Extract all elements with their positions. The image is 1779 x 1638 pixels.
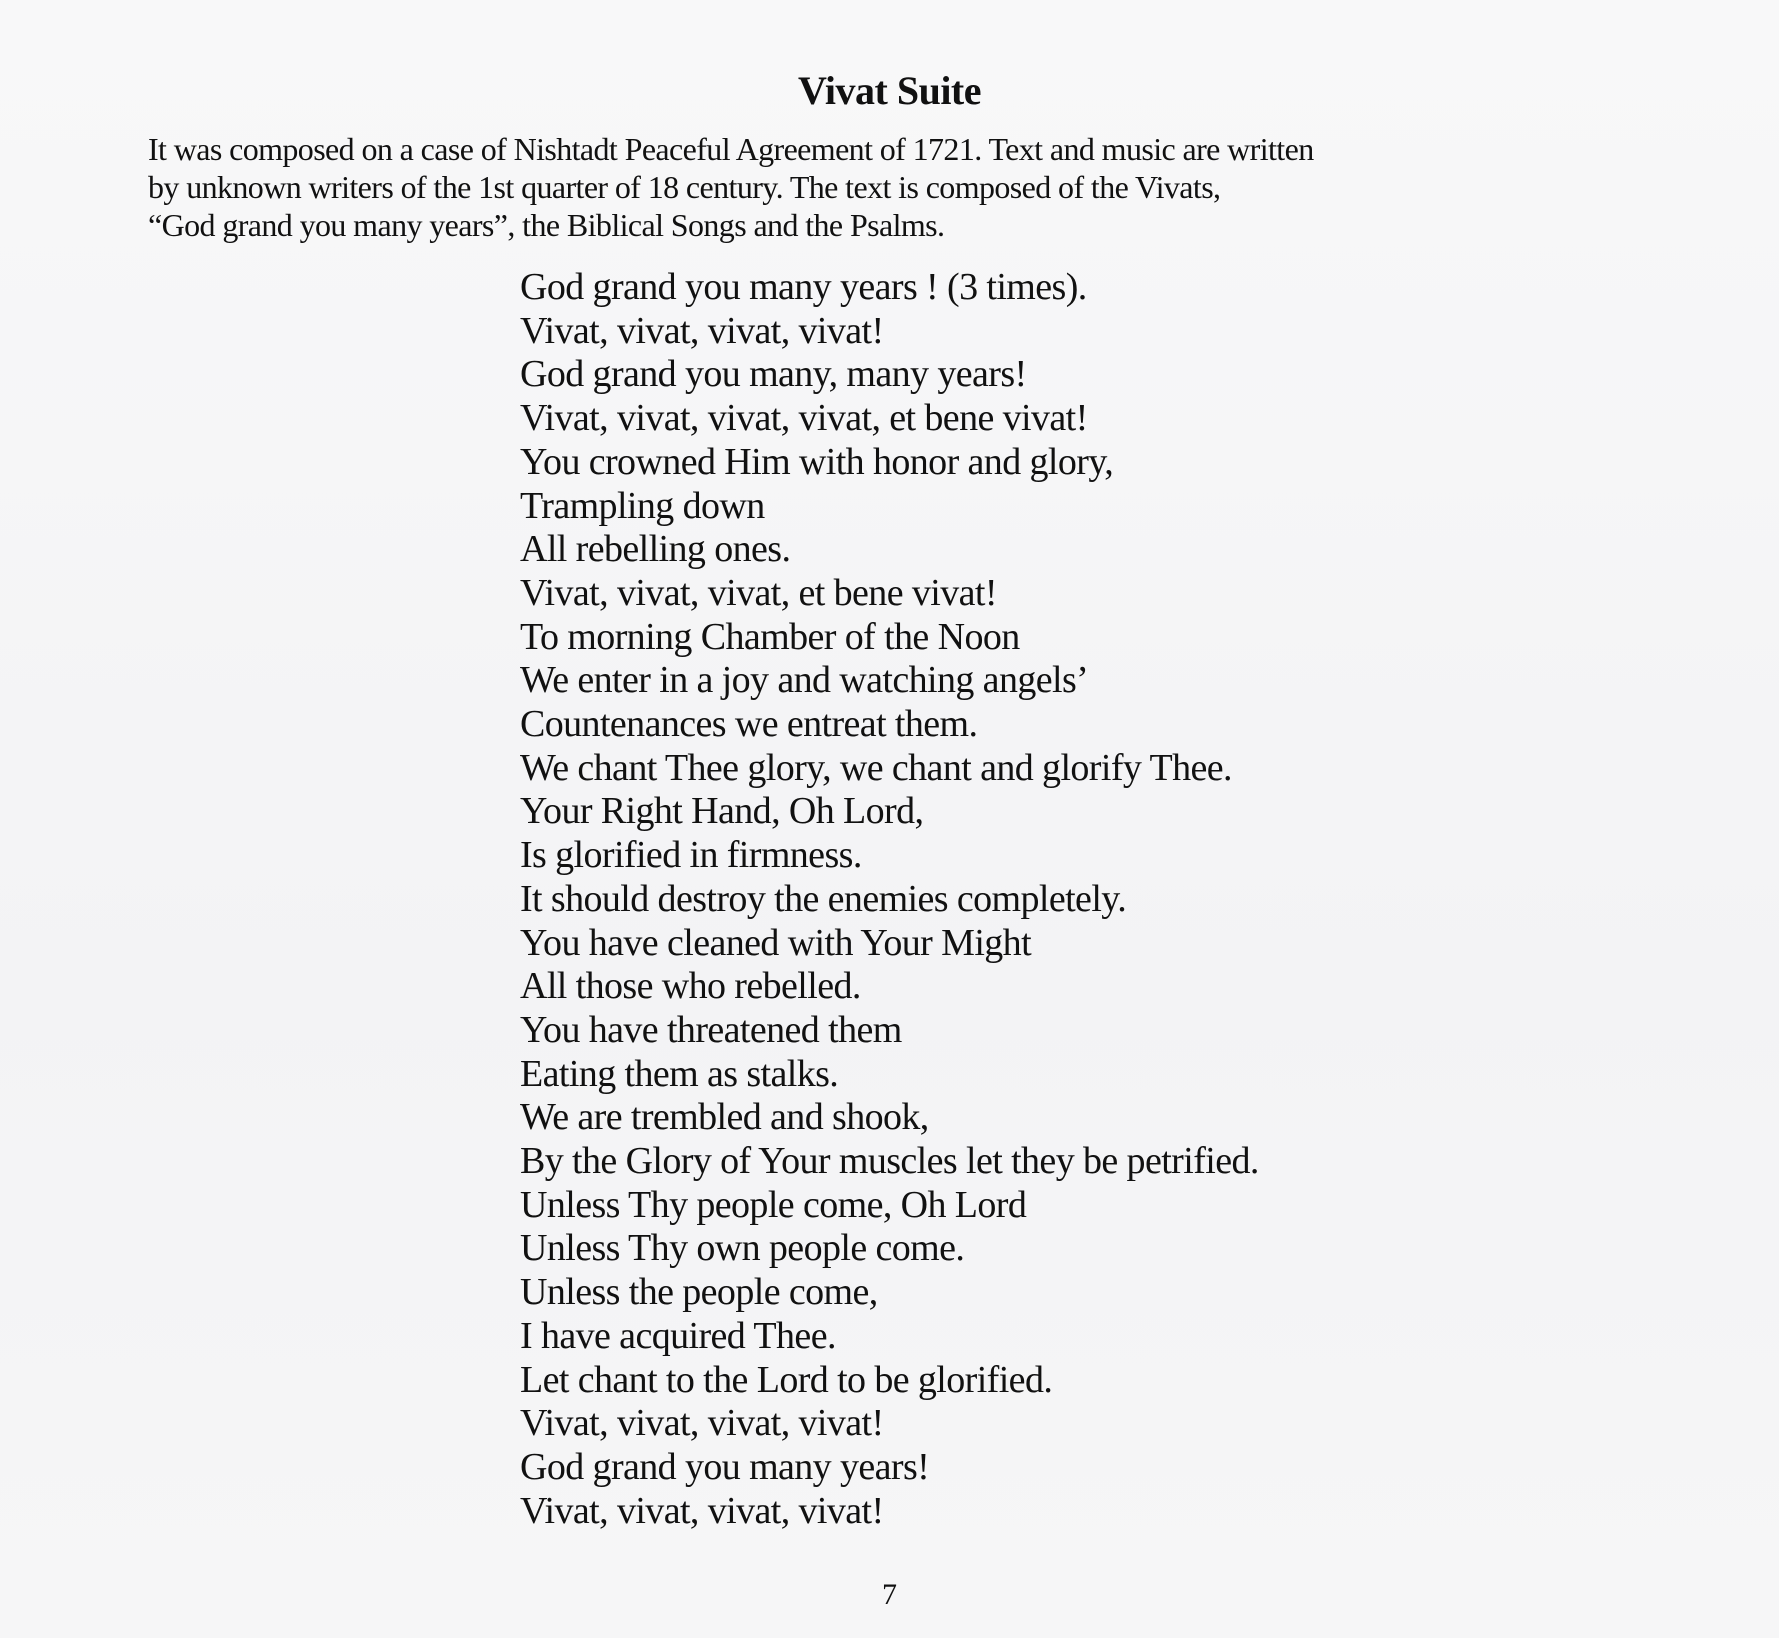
intro-line: It was composed on a case of Nishtadt Peaceful Agreement of 1721. Text and music are written — [148, 131, 1314, 167]
lyric-line: We enter in a joy and watching angels’ — [520, 659, 1089, 702]
lyric-line: We are trembled and shook, — [520, 1096, 929, 1139]
lyric-line: All rebelling ones. — [520, 528, 791, 571]
lyric-line: Trampling down — [520, 484, 765, 527]
lyric-line: You have threatened them — [520, 1008, 902, 1051]
lyric-line: I have acquired Thee. — [520, 1314, 836, 1357]
lyric-line: All those who rebelled. — [520, 965, 861, 1008]
lyric-line: God grand you many years ! (3 times). — [520, 266, 1087, 308]
lyric-line: Countenances we entreat them. — [520, 703, 978, 746]
lyric-line: We chant Thee glory, we chant and glorify Thee. — [520, 746, 1232, 789]
lyric-line: Eating them as stalks. — [520, 1052, 839, 1095]
lyric-line: By the Glory of Your muscles let they be petrified. — [520, 1140, 1259, 1183]
lyric-line: You have cleaned with Your Might — [520, 921, 1032, 964]
lyric-line: Vivat, vivat, vivat, vivat! — [520, 1402, 884, 1445]
lyric-line: Unless the people come, — [520, 1271, 878, 1314]
lyric-line: To morning Chamber of the Noon — [520, 615, 1020, 658]
lyric-line: God grand you many, many years! — [520, 353, 1027, 396]
page-number: 7 — [882, 1578, 897, 1611]
intro-line: “God grand you many years”, the Biblical Songs and the Psalms. — [148, 207, 945, 243]
lyric-line: Vivat, vivat, vivat, et bene vivat! — [520, 571, 997, 614]
lyric-line: It should destroy the enemies completely. — [520, 877, 1127, 920]
lyric-line: Is glorified in firmness. — [520, 834, 862, 877]
lyrics-block — [520, 266, 1720, 1533]
lyric-line: Let chant to the Lord to be glorified. — [520, 1358, 1053, 1401]
lyric-line: Unless Thy people come, Oh Lord — [520, 1183, 1027, 1226]
intro-paragraph — [148, 130, 1648, 244]
lyric-line: Unless Thy own people come. — [520, 1227, 965, 1270]
lyric-line: Vivat, vivat, vivat, vivat, et bene vivat! — [520, 397, 1088, 440]
lyric-line: Your Right Hand, Oh Lord, — [520, 790, 924, 833]
lyric-line: You crowned Him with honor and glory, — [520, 440, 1114, 483]
page-title: Vivat Suite — [797, 68, 981, 113]
lyric-line: God grand you many years! — [520, 1445, 930, 1488]
lyric-line: Vivat, vivat, vivat, vivat! — [520, 309, 884, 352]
intro-line: by unknown writers of the 1st quarter of 18 century. The text is composed of the Vivats, — [148, 169, 1221, 205]
lyric-line: Vivat, vivat, vivat, vivat! — [520, 1489, 884, 1532]
